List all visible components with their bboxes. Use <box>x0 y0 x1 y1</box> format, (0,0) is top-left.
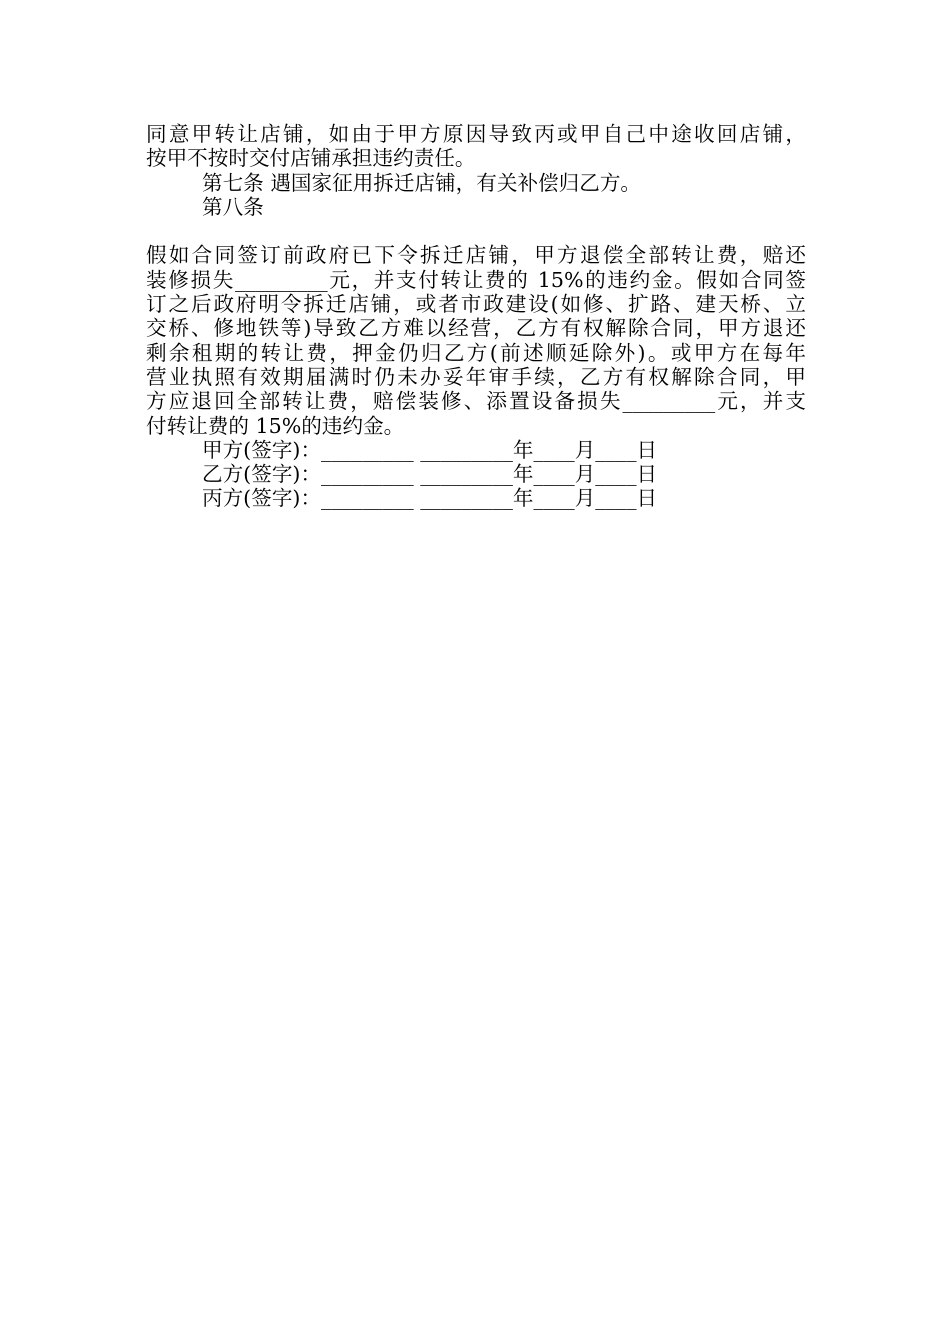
article-eight-line-5: 剩余租期的转让费，押金仍归乙方(前述顺延除外)。或甲方在每年 <box>146 340 806 365</box>
contract-page <box>146 122 806 511</box>
article-eight-line-1: 假如合同签订前政府已下令拆迁店铺，甲方退偿全部转让费，赔还 <box>146 243 806 268</box>
signature-block <box>146 438 806 511</box>
article-eight-line-3: 订之后政府明令拆迁店铺，或者市政建设(如修、扩路、建天桥、立 <box>146 292 806 317</box>
intro-line-2: 按甲不按时交付店铺承担违约责任。 <box>146 146 476 171</box>
article-eight-body <box>146 243 806 437</box>
intro-line-1: 同意甲转让店铺，如由于甲方原因导致丙或甲自己中途收回店铺， <box>146 122 806 146</box>
article-eight-line-6: 营业执照有效期届满时仍未办妥年审手续，乙方有权解除合同，甲 <box>146 364 806 389</box>
blank-line <box>146 219 806 243</box>
article-eight-line-2: 装修损失_________元，并支付转让费的 15%的违约金。假如合同签 <box>146 267 806 292</box>
article-eight-heading: 第八条 <box>202 194 264 219</box>
intro-paragraph <box>146 122 806 171</box>
signature-party-c: 丙方(签字)：_________ _________年____月____日 <box>202 486 658 511</box>
signature-party-b: 乙方(签字)：_________ _________年____月____日 <box>202 462 658 487</box>
article-eight-line-4: 交桥、修地铁等)导致乙方难以经营，乙方有权解除合同，甲方退还 <box>146 316 806 341</box>
article-seven: 第七条 遇国家征用拆迁店铺，有关补偿归乙方。 <box>202 170 642 195</box>
article-eight-line-8: 付转让费的 15%的违约金。 <box>146 413 405 438</box>
article-eight-line-7: 方应退回全部转让费，赔偿装修、添置设备损失_________元，并支 <box>146 389 806 414</box>
signature-party-a: 甲方(签字)：_________ _________年____月____日 <box>202 437 658 462</box>
